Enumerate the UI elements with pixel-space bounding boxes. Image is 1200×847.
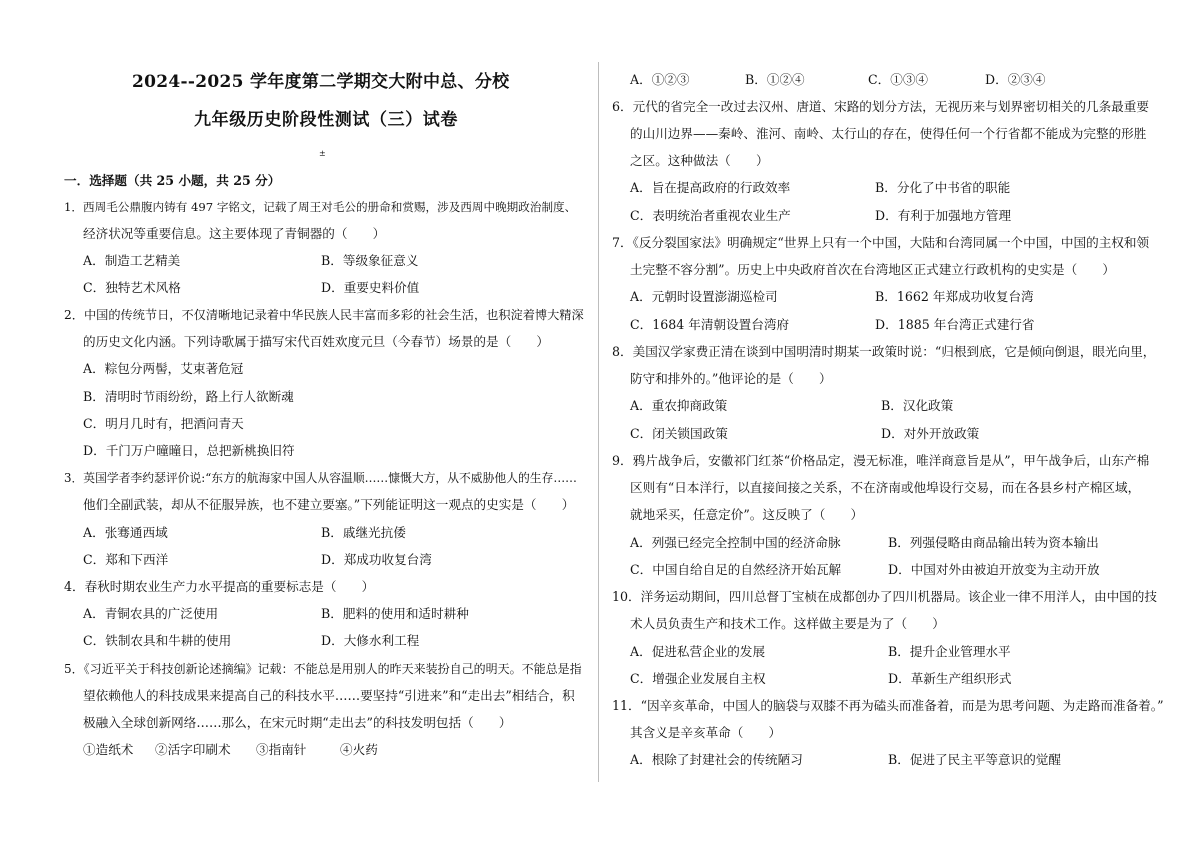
question-1-option-b: B．等级象征意义: [321, 253, 419, 268]
question-2-text-line1: 2．中国的传统节日，不仅清晰地记录着中华民族人民丰富而多彩的社会生活，也积淀着博大精深: [64, 308, 584, 322]
question-7-text-line1: 7．《反分裂国家法》明确规定“世界上只有一个中国，大陆和台湾同属一个中国，中国的主权和领: [612, 235, 1150, 250]
question-10-option-b: B．提升企业管理水平: [888, 644, 1011, 659]
question-5-item-4: ④火药: [340, 742, 378, 757]
question-7-option-c: C．1684 年清朝设置台湾府: [630, 317, 790, 332]
question-9-option-b: B．列强侵略由商品输出转为资本输出: [888, 535, 1099, 550]
question-3-text-line1: 3．英国学者李约瑟评价说:“东方的航海家中国人从容温顺……慷慨大方，从不威胁他人的生存……: [64, 471, 577, 485]
question-7-option-d: D．1885 年台湾正式建行省: [875, 317, 1035, 332]
question-3-option-d: D．郑成功收复台湾: [321, 552, 432, 567]
question-8-option-d: D．对外开放政策: [881, 426, 980, 441]
question-6-option-a: A．旨在提高政府的行政效率: [630, 180, 791, 195]
question-5-text-line1: 5．《习近平关于科技创新论述摘编》记载：不能总是用别人的昨天来装扮自己的明天。不能总是指: [64, 662, 582, 676]
question-6-text-line1: 6．元代的省完全一改过去汉州、唐道、宋路的划分方法，无视历来与划界密切相关的几条最重要: [612, 99, 1149, 114]
question-6-text-line3: 之区。这种做法（ ）: [630, 153, 769, 168]
question-11-option-b: B．促进了民主平等意识的觉醒: [888, 752, 1061, 767]
section-heading: 一．选择题（共 25 小题，共 25 分）: [64, 173, 281, 188]
question-9-text-line2: 区则有“日本洋行，以直接间接之关系，不在济南或他埠设行交易，而在各县乡村产棉区域，: [630, 480, 1141, 495]
exam-title-line1: 2024--2025 学年度第二学期交大附中总、分校: [132, 72, 510, 92]
question-7-text-line2: 土完整不容分割”。历史上中央政府首次在台湾地区正式建立行政机构的史实是（ ）: [630, 262, 1116, 277]
question-9-option-c: C．中国自给自足的自然经济开始瓦解: [630, 562, 842, 577]
question-8-option-b: B．汉化政策: [881, 398, 954, 413]
title-mark: ±: [319, 149, 326, 158]
question-1-text-line2: 经济状况等重要信息。这主要体现了青铜器的（ ）: [83, 226, 386, 241]
column-divider: [598, 62, 599, 782]
question-4-option-c: C．铁制农具和牛耕的使用: [83, 633, 232, 648]
question-2-option-a: A．粽包分两髻，艾束著危冠: [83, 361, 244, 376]
question-5-item-3: ③指南针: [256, 742, 307, 757]
question-10-text-line2: 术人员负责生产和技术工作。这样做主要是为了（ ）: [630, 616, 945, 631]
question-1-text-line1: 1．西周毛公鼎腹内铸有 497 字铭文，记载了周王对毛公的册命和赏赐，涉及西周中晚期政治制度、: [64, 200, 577, 214]
exam-title-line2: 九年级历史阶段性测试（三）试卷: [194, 110, 458, 130]
question-11-text-line2: 其含义是辛亥革命（ ）: [630, 725, 782, 740]
question-5-text-line3: 极融入全球创新网络……那么，在宋元时期“走出去”的科技发明包括（ ）: [83, 715, 512, 730]
question-11-text-line1: 11．“因辛亥革命，中国人的脑袋与双膝不再为磕头而准备着，而是为思考问题、为走路而准备着。”: [612, 698, 1164, 713]
question-1-option-a: A．制造工艺精美: [83, 253, 181, 268]
question-2-option-b: B．清明时节雨纷纷，路上行人欲断魂: [83, 389, 294, 404]
question-2-option-c: C．明月几时有，把酒问青天: [83, 416, 244, 431]
question-10-option-d: D．革新生产组织形式: [888, 671, 1012, 686]
question-5-option-b: B．①②④: [745, 72, 805, 87]
question-8-option-c: C．闭关锁国政策: [630, 426, 728, 441]
question-11-option-a: A．根除了封建社会的传统陋习: [630, 752, 803, 767]
question-7-option-a: A．元朝时设置澎湖巡检司: [630, 289, 778, 304]
question-5-item-1: ①造纸术: [83, 742, 134, 757]
question-4-text-line1: 4．春秋时期农业生产力水平提高的重要标志是（ ）: [64, 579, 375, 594]
question-3-option-a: A．张骞通西域: [83, 525, 168, 540]
question-5-option-d: D．②③④: [985, 72, 1046, 87]
question-3-option-c: C．郑和下西洋: [83, 552, 169, 567]
question-6-option-d: D．有利于加强地方管理: [875, 208, 1012, 223]
question-4-option-d: D．大修水利工程: [321, 633, 420, 648]
question-9-text-line1: 9．鸦片战争后，安徽祁门红茶“价格品定，漫无标准，唯洋商意旨是从”，甲午战争后，山东产棉: [612, 453, 1150, 468]
question-6-option-b: B．分化了中书省的职能: [875, 180, 1011, 195]
question-10-option-c: C．增强企业发展自主权: [630, 671, 766, 686]
question-8-option-a: A．重农抑商政策: [630, 398, 728, 413]
question-6-text-line2: 的山川边界——秦岭、淮河、南岭、太行山的存在，使得任何一个行省都不能成为完整的形胜: [630, 126, 1147, 141]
question-4-option-a: A．青铜农具的广泛使用: [83, 606, 219, 621]
question-9-option-a: A．列强已经完全控制中国的经济命脉: [630, 535, 841, 550]
question-8-text-line2: 防守和排外的。”他评论的是（ ）: [630, 371, 832, 386]
question-2-text-line2: 的历史文化内涵。下列诗歌属于描写宋代百姓欢度元旦（今春节）场景的是（ ）: [83, 334, 549, 349]
question-10-option-a: A．促进私营企业的发展: [630, 644, 766, 659]
question-3-option-b: B．戚继光抗倭: [321, 525, 406, 540]
question-5-option-a: A．①②③: [630, 72, 690, 87]
question-5-option-c: C．①③④: [868, 72, 929, 87]
question-1-option-c: C．独特艺术风格: [83, 280, 181, 295]
question-3-text-line2: 他们全副武装，却从不征服异族，也不建立要塞。”下列能证明这一观点的史实是（ ）: [83, 497, 575, 512]
question-5-item-2: ②活字印刷术: [155, 742, 231, 757]
question-4-option-b: B．肥料的使用和适时耕种: [321, 606, 469, 621]
question-2-option-d: D．千门万户曈曈日，总把新桃换旧符: [83, 443, 295, 458]
question-9-option-d: D．中国对外由被迫开放变为主动开放: [888, 562, 1100, 577]
question-7-option-b: B．1662 年郑成功收复台湾: [875, 289, 1034, 304]
question-6-option-c: C．表明统治者重视农业生产: [630, 208, 791, 223]
question-10-text-line1: 10．洋务运动期间，四川总督丁宝桢在成都创办了四川机器局。该企业一律不用洋人，由中国的技: [612, 589, 1157, 604]
question-8-text-line1: 8．美国汉学家费正清在谈到中国明清时期某一政策时说：“归根到底，它是倾向倒退，眼光向里，: [612, 344, 1156, 359]
question-9-text-line3: 就地采买，任意定价”。这反映了（ ）: [630, 507, 864, 522]
question-5-text-line2: 望依赖他人的科技成果来提高自己的科技水平……要坚持“引进来”和“走出去”相结合，积: [83, 688, 575, 703]
question-1-option-d: D．重要史料价值: [321, 280, 420, 295]
